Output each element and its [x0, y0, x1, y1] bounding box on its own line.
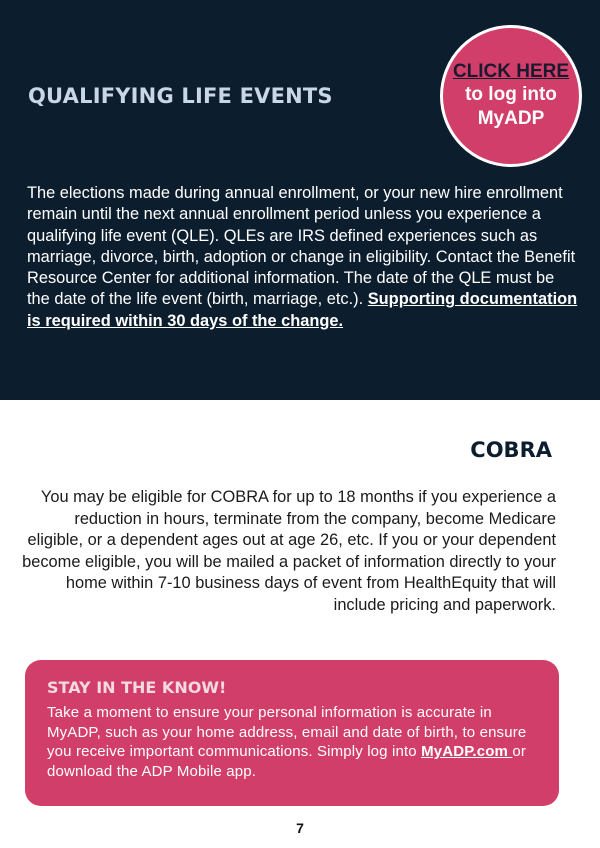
qle-title: QUALIFYING LIFE EVENTS — [28, 84, 333, 108]
stay-in-the-know-box — [25, 660, 559, 806]
cobra-title: COBRA — [470, 438, 552, 462]
click-here-link[interactable]: CLICK HERE — [452, 61, 570, 82]
qle-documentation-requirement: Supporting documentation is required within 30 days of the change. — [27, 290, 578, 330]
page-number: 7 — [296, 820, 304, 836]
qle-section — [0, 0, 600, 400]
stay-body-text: Take a moment to ensure your personal information is accurate in MyADP, such as your home address, email and date of birth, to ensure you receive important communications. Simply log into — [47, 704, 527, 760]
stay-in-the-know-body — [47, 703, 537, 781]
login-myadp-button[interactable] — [440, 25, 582, 167]
cobra-body: You may be eligible for COBRA for up to 18 months if you experience a reduction in hours, terminate from the company, become Medicare eligible, or a dependent ages out at age 26, etc. If you or your dependent become eligible, you will be mailed a packet of information directly to your home within 7-10 business days of event from HealthEquity that will include pricing and paperwork. — [22, 488, 556, 614]
qle-body-text: The elections made during annual enrollment, or your new hire enrollment remain until the next annual enrollment period unless you experience a qualifying life event (QLE). QLEs are IRS defined experiences such as marriage, divorce, birth, adoption or change in eligibility. Contact the Benefit Resource Center for additional information. The date of the QLE must be the date of the life event (birth, marriage, etc.). — [27, 184, 576, 309]
login-button-text-line3: MyADP — [477, 108, 545, 129]
myadp-link[interactable]: MyADP.com — [421, 743, 513, 760]
login-button-text-line2: to log into — [465, 84, 557, 105]
qle-body — [27, 183, 579, 332]
stay-body-end: or download the ADP Mobile app. — [47, 743, 526, 780]
stay-in-the-know-title: STAY IN THE KNOW! — [47, 678, 227, 697]
